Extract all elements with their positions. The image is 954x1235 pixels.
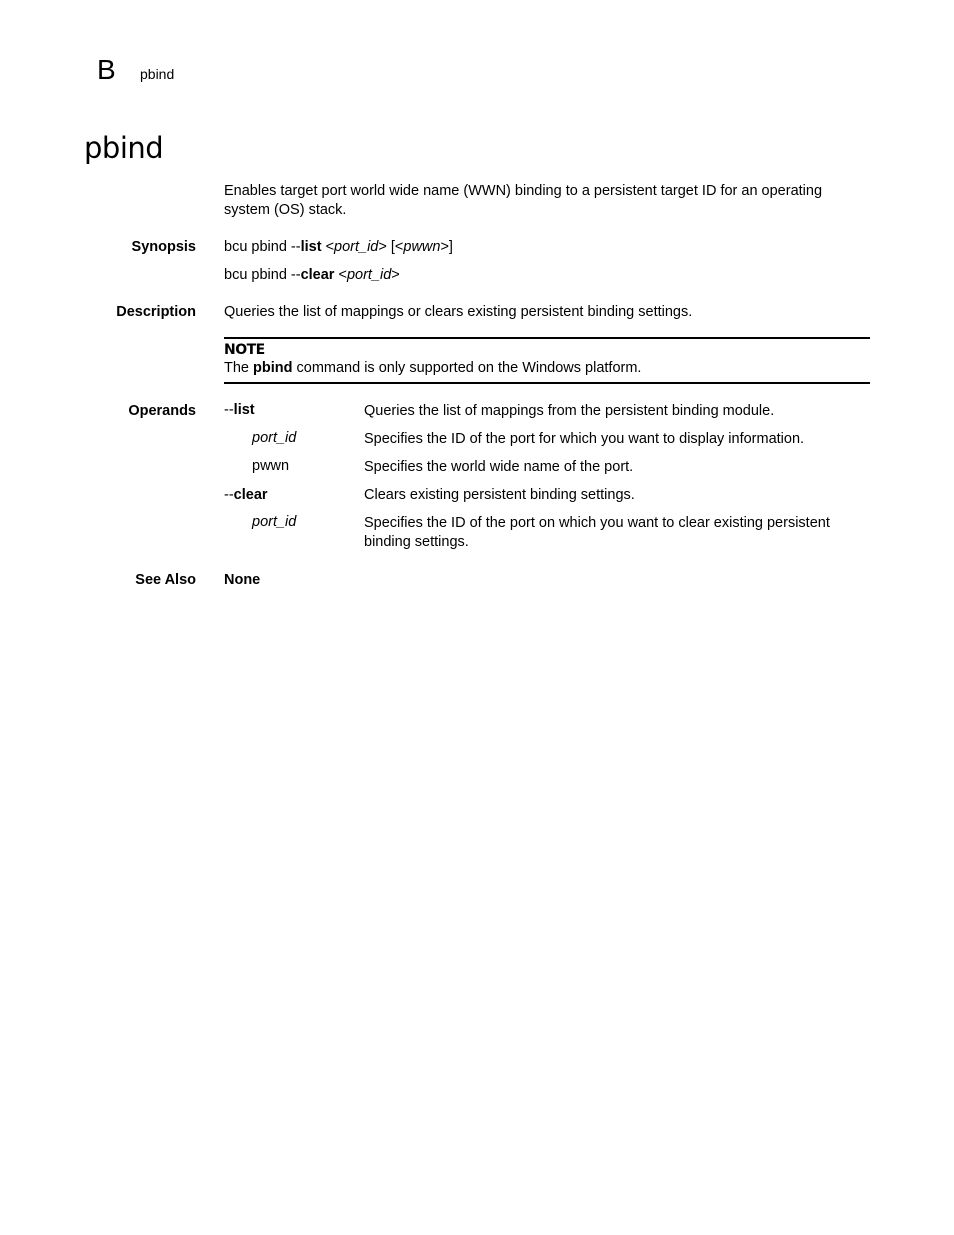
operand-clear xyxy=(224,487,268,503)
synopsis-option-clear: clear xyxy=(300,267,335,283)
operand-list-desc: Queries the list of mappings from the persistent binding module. xyxy=(364,403,775,419)
synopsis-arg-port-id: port_id xyxy=(334,239,379,255)
note-text-post: command is only supported on the Windows platform. xyxy=(292,360,642,376)
see-also-value: None xyxy=(224,572,261,588)
chapter-letter: B xyxy=(97,54,116,85)
synopsis-line-list xyxy=(224,238,453,257)
operand-port-id xyxy=(252,430,296,446)
synopsis-option-list: list xyxy=(300,239,322,255)
synopsis-label: Synopsis xyxy=(131,239,196,255)
intro-paragraph: Enables target port world wide name (WWN) binding to a persistent target ID for an operating system (OS) stack. xyxy=(224,183,823,218)
operand-dash: -- xyxy=(224,487,234,503)
operand-pwwn: pwwn xyxy=(252,458,290,474)
synopsis-opt-close: >] xyxy=(440,239,453,255)
operand-name: port_id xyxy=(252,514,297,530)
synopsis-prefix: bcu pbind -- xyxy=(224,239,301,255)
description-label: Description xyxy=(116,304,196,320)
page-title: pbind xyxy=(84,131,164,165)
operand-dash: -- xyxy=(224,402,234,418)
note-text xyxy=(224,360,641,376)
see-also-label: See Also xyxy=(135,572,196,588)
operand-name: port_id xyxy=(252,430,297,446)
running-header: pbind xyxy=(140,66,175,82)
operands-label: Operands xyxy=(128,403,196,419)
operand-clear-port-id xyxy=(252,514,296,530)
operand-list xyxy=(224,402,255,418)
operand-pwwn-desc: Specifies the world wide name of the port. xyxy=(364,459,634,475)
operand-name: list xyxy=(233,402,255,418)
synopsis-line-clear xyxy=(224,266,400,285)
operand-clear-port-id-desc: Specifies the ID of the port on which you want to clear existing persistent binding settings. xyxy=(364,515,830,550)
note-label: NOTE xyxy=(224,342,265,358)
synopsis-arg-open: < xyxy=(338,267,347,283)
note-text-pre: The xyxy=(224,360,254,376)
operand-port-id-desc: Specifies the ID of the port for which you want to display information. xyxy=(364,431,805,447)
synopsis-opt-pwwn: pwwn xyxy=(403,239,441,255)
operand-name: clear xyxy=(233,487,268,503)
synopsis-prefix: bcu pbind -- xyxy=(224,267,301,283)
synopsis-opt-open: [< xyxy=(386,239,404,255)
note-command: pbind xyxy=(253,360,293,376)
synopsis-arg-close: > xyxy=(391,267,400,283)
description-text: Queries the list of mappings or clears existing persistent binding settings. xyxy=(224,304,693,320)
synopsis-arg-port-id: port_id xyxy=(346,267,392,283)
operand-clear-desc: Clears existing persistent binding settings. xyxy=(364,487,635,503)
synopsis-arg-open: < xyxy=(325,239,335,255)
synopsis-arg-close: > xyxy=(378,239,387,255)
note-box xyxy=(224,337,870,384)
